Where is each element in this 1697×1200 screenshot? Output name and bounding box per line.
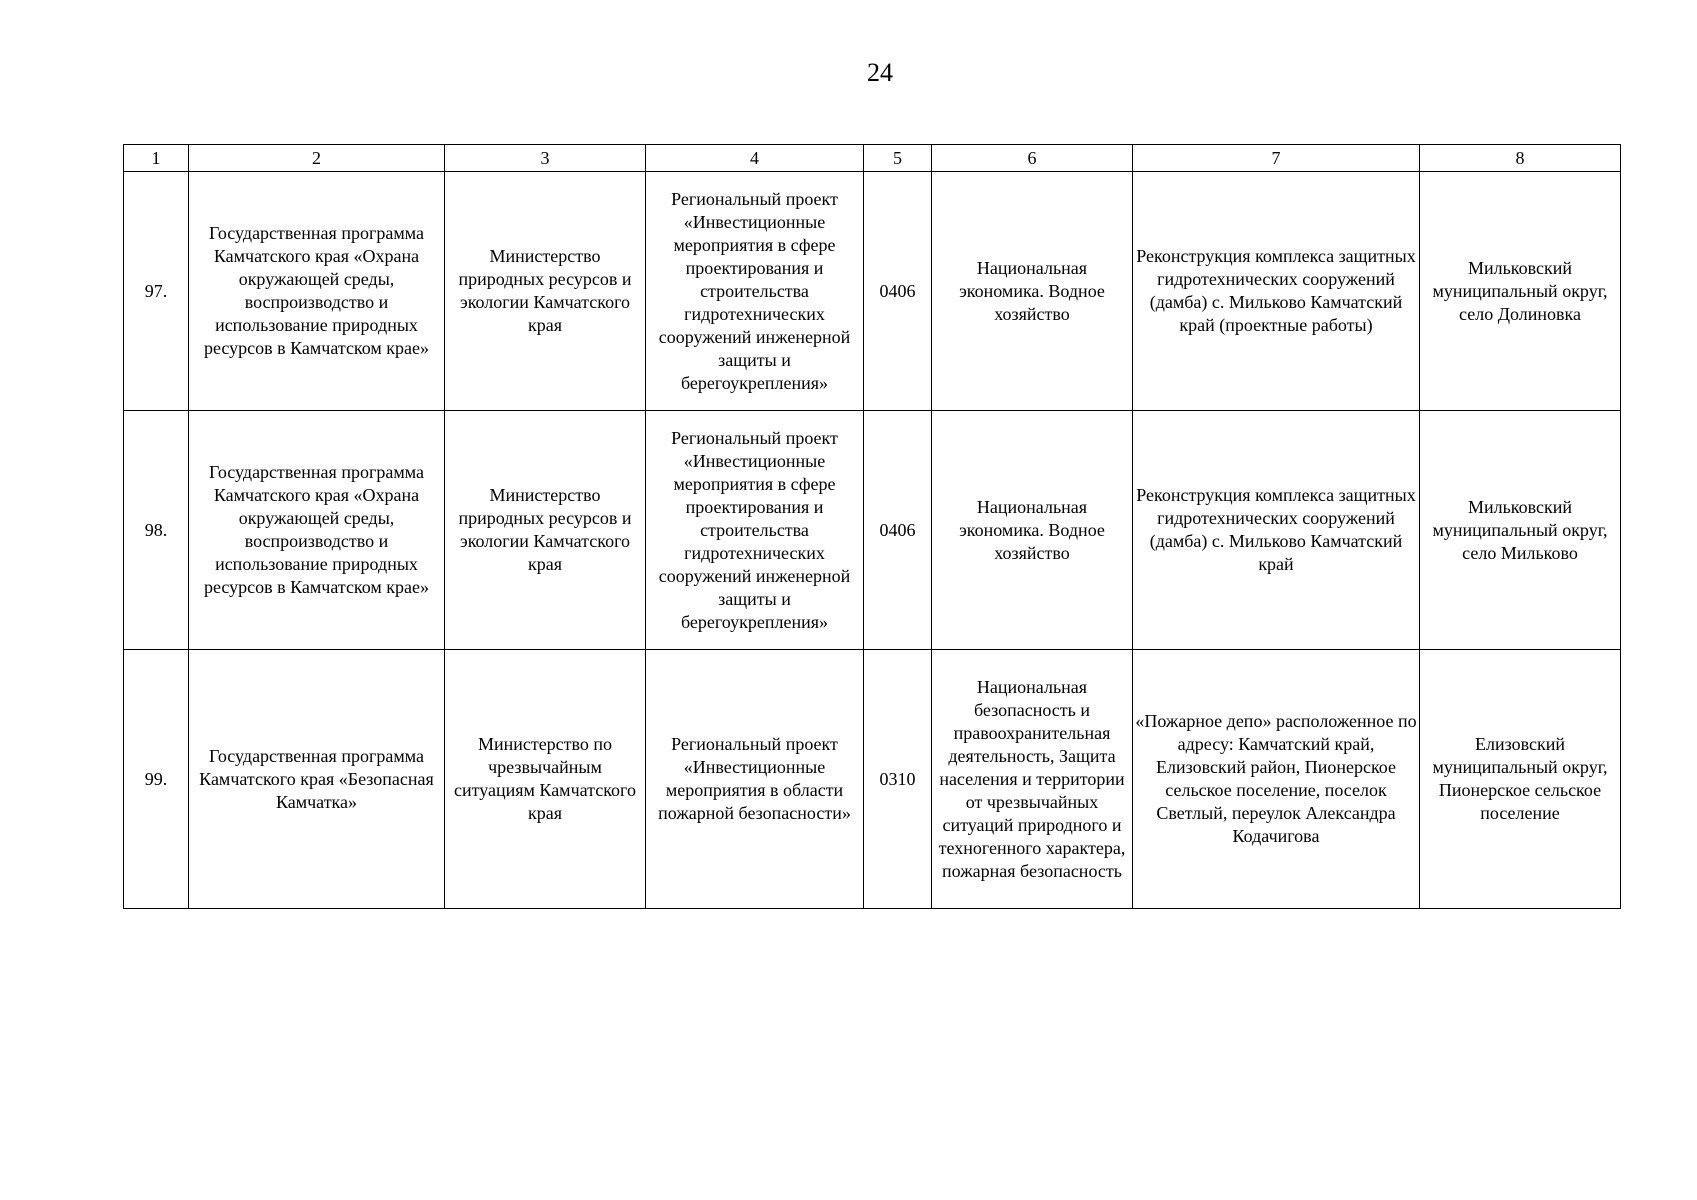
location-cell: Елизовский муниципальный округ, Пионерское сельское поселение <box>1420 650 1621 909</box>
location-cell: Мильковский муниципальный округ, село Мильково <box>1420 411 1621 650</box>
code-cell: 0406 <box>864 172 932 411</box>
section-cell: Национальная экономика. Водное хозяйство <box>932 411 1133 650</box>
code-cell: 0310 <box>864 650 932 909</box>
section-cell: Национальная экономика. Водное хозяйство <box>932 172 1133 411</box>
table-row <box>124 411 1621 650</box>
project-cell: Региональный проект «Инвестиционные мероприятия в сфере проектирования и строительства гидротехнических сооружений инженерной защиты и берегоукрепления» <box>646 172 864 411</box>
program-cell: Государственная программа Камчатского края «Охрана окружающей среды, воспроизводство и использование природных ресурсов в Камчатском крае» <box>189 411 445 650</box>
column-header-5: 5 <box>864 145 932 172</box>
table-row <box>124 172 1621 411</box>
column-header-3: 3 <box>445 145 646 172</box>
column-header-7: 7 <box>1133 145 1420 172</box>
program-cell: Государственная программа Камчатского края «Безопасная Камчатка» <box>189 650 445 909</box>
agency-cell: Министерство природных ресурсов и экологии Камчатского края <box>445 172 646 411</box>
agency-cell: Министерство природных ресурсов и экологии Камчатского края <box>445 411 646 650</box>
project-cell: Региональный проект «Инвестиционные мероприятия в области пожарной безопасности» <box>646 650 864 909</box>
location-cell: Мильковский муниципальный округ, село Долиновка <box>1420 172 1621 411</box>
column-header-4: 4 <box>646 145 864 172</box>
program-cell: Государственная программа Камчатского края «Охрана окружающей среды, воспроизводство и использование природных ресурсов в Камчатском крае» <box>189 172 445 411</box>
object-cell: Реконструкция комплекса защитных гидротехнических сооружений (дамба) с. Мильково Камчатский край (проектные работы) <box>1133 172 1420 411</box>
column-header-2: 2 <box>189 145 445 172</box>
investment-objects-table <box>123 144 1621 909</box>
page-number: 24 <box>867 58 893 87</box>
section-cell: Национальная безопасность и правоохранительная деятельность, Защита населения и территории от чрезвычайных ситуаций природного и техногенного характера, пожарная безопасность <box>932 650 1133 909</box>
object-cell: «Пожарное депо» расположенное по адресу: Камчатский край, Елизовский район, Пионерское сельское поселение, поселок Светлый, переулок Александра Кодачигова <box>1133 650 1420 909</box>
column-number-header-row <box>124 145 1621 172</box>
object-cell: Реконструкция комплекса защитных гидротехнических сооружений (дамба) с. Мильково Камчатский край <box>1133 411 1420 650</box>
code-cell: 0406 <box>864 411 932 650</box>
row-number-cell: 98. <box>124 411 189 650</box>
column-header-1: 1 <box>124 145 189 172</box>
table-row <box>124 650 1621 909</box>
column-header-8: 8 <box>1420 145 1621 172</box>
project-cell: Региональный проект «Инвестиционные мероприятия в сфере проектирования и строительства гидротехнических сооружений инженерной защиты и берегоукрепления» <box>646 411 864 650</box>
row-number-cell: 99. <box>124 650 189 909</box>
agency-cell: Министерство по чрезвычайным ситуациям Камчатского края <box>445 650 646 909</box>
column-header-6: 6 <box>932 145 1133 172</box>
row-number-cell: 97. <box>124 172 189 411</box>
